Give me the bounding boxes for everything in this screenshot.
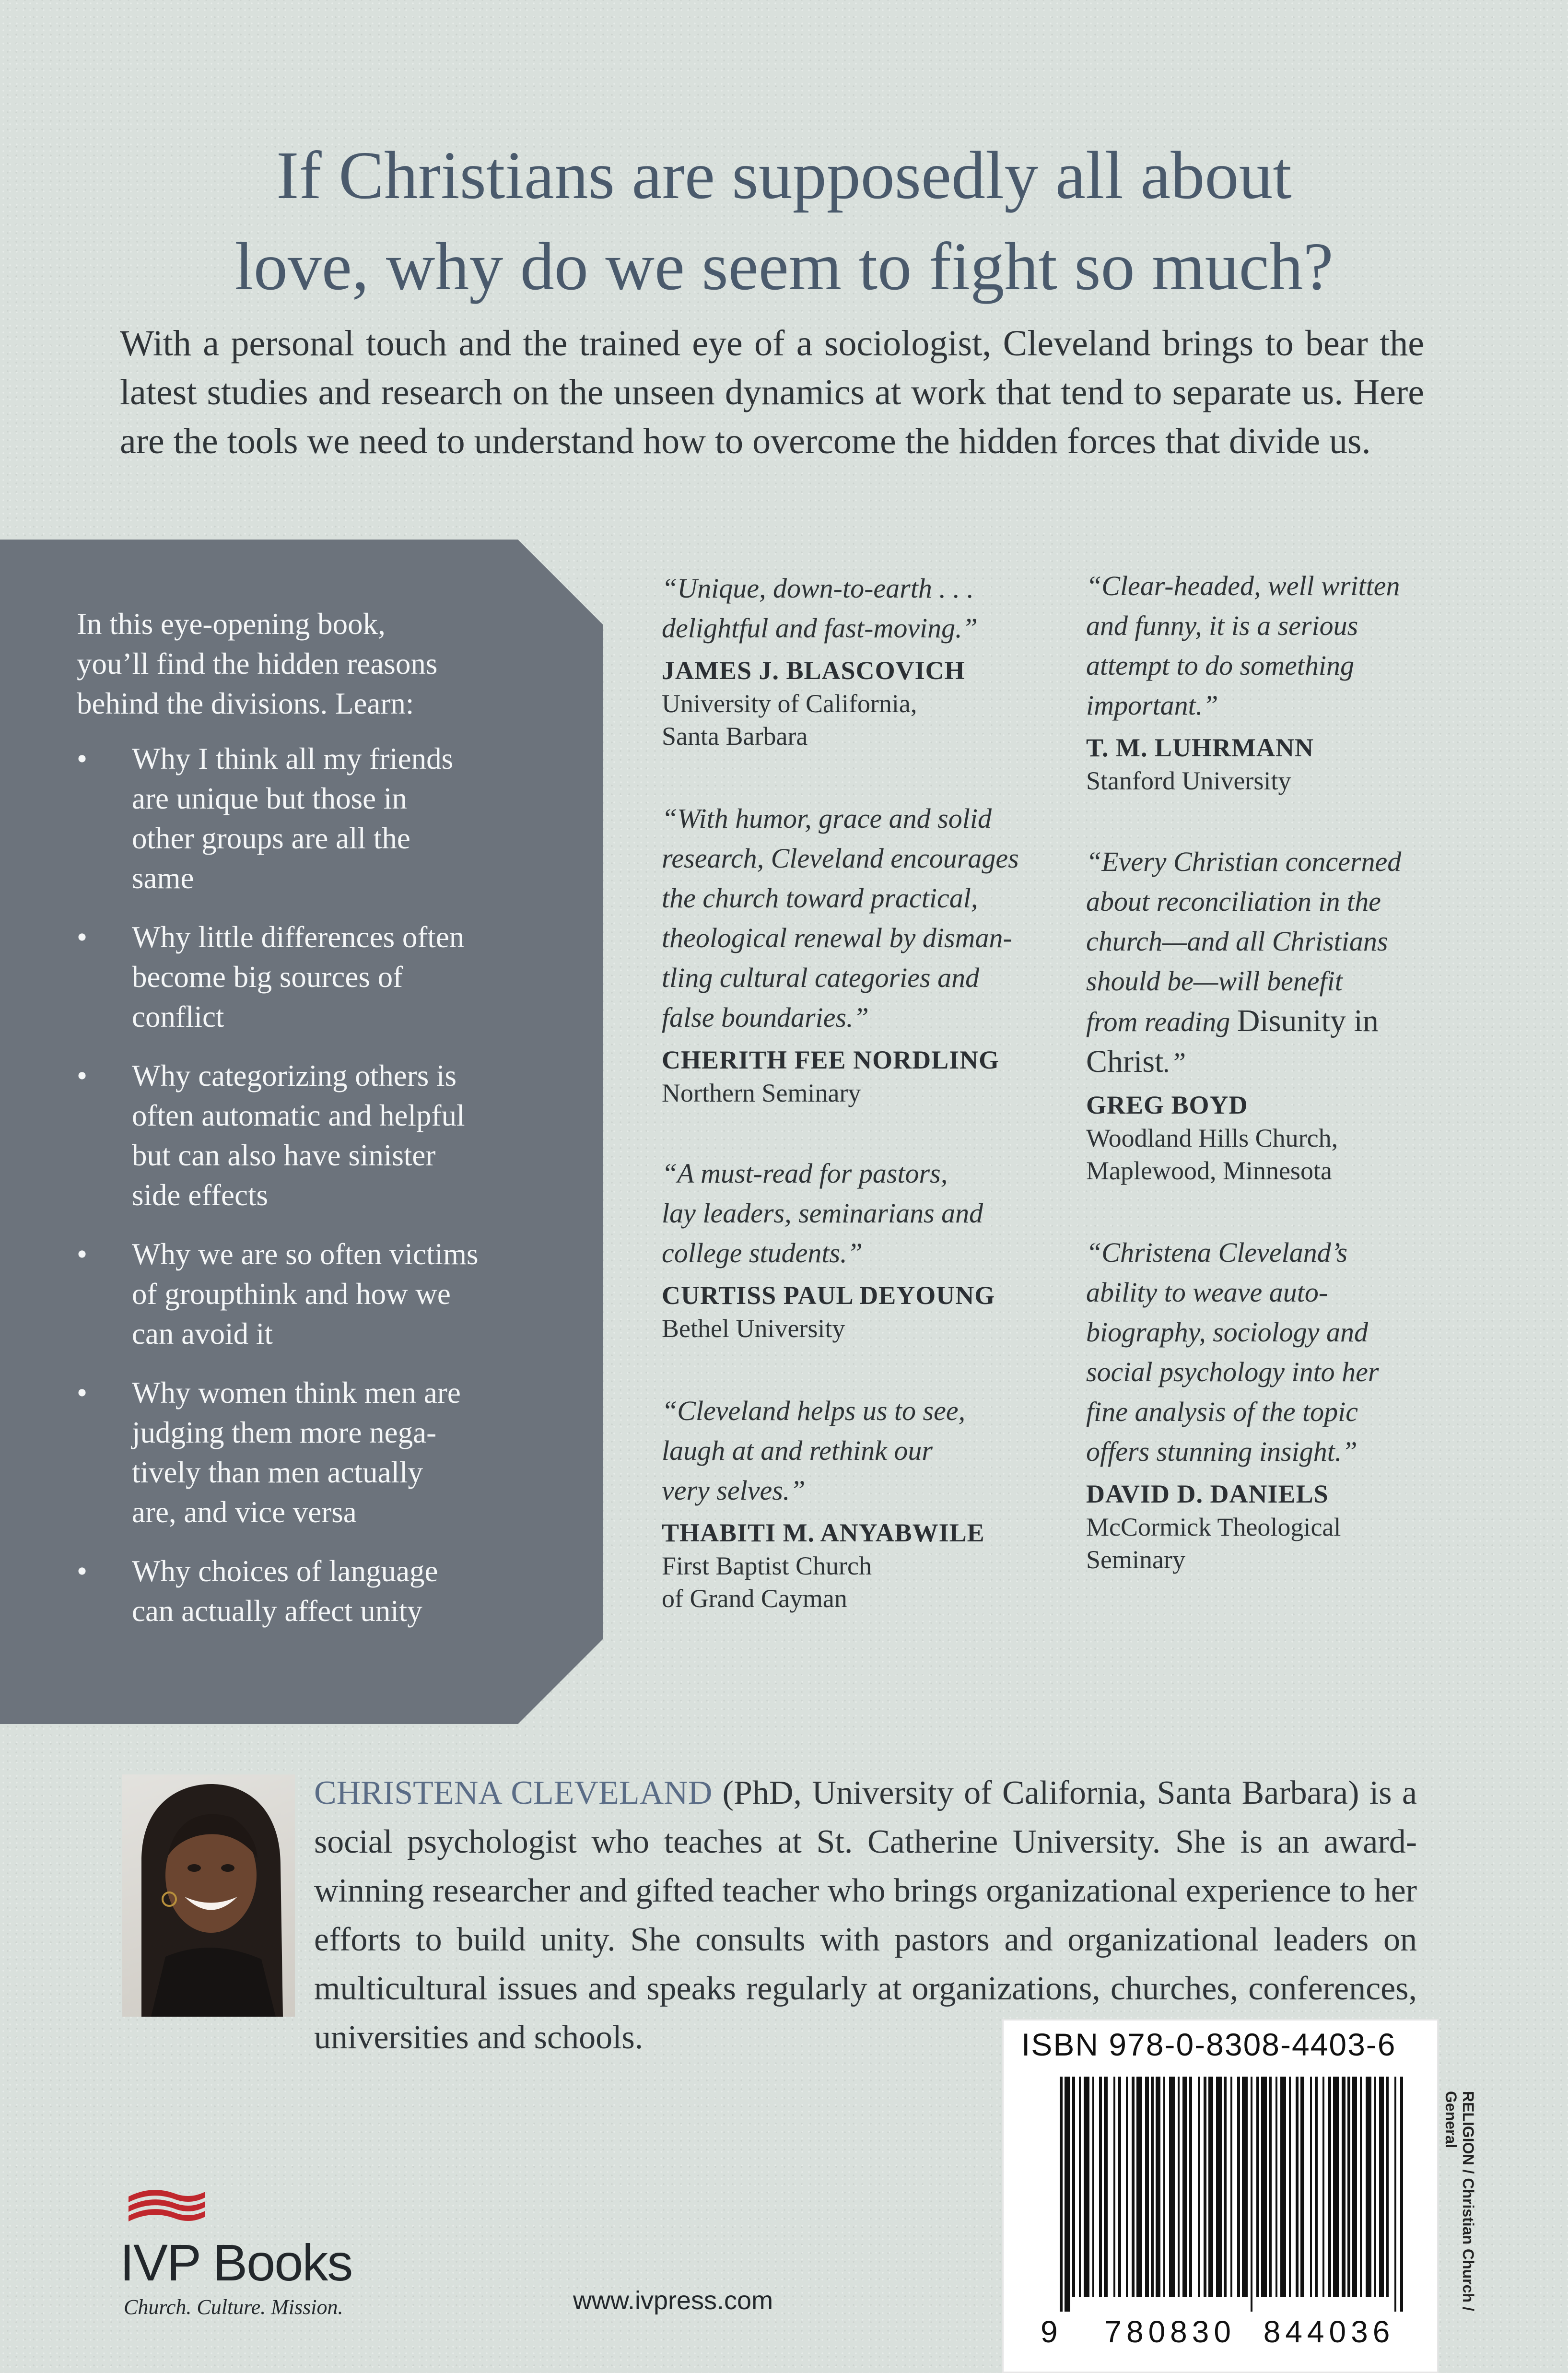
feature-line: side effects xyxy=(132,1178,268,1212)
endorser-name: JAMES J. BLASCOVICH xyxy=(662,656,965,685)
quote-line: “With humor, grace and solid xyxy=(662,803,992,834)
quote-line: very selves.” xyxy=(662,1475,806,1506)
barcode-bars xyxy=(1060,2077,1405,2312)
endorser-name: T. M. LUHRMANN xyxy=(1086,733,1314,762)
quote-line: “A must-read for pastors, xyxy=(662,1158,948,1189)
headline-line-2: love, why do we seem to fight so much? xyxy=(234,228,1334,304)
endorser-name: THABITI M. ANYABWILE xyxy=(662,1518,985,1547)
barcode-bar xyxy=(1216,2077,1222,2297)
barcode-bar xyxy=(1118,2077,1121,2297)
panel-intro xyxy=(77,604,556,724)
endorsement-deyoung xyxy=(662,1153,1055,1345)
barcode-bar xyxy=(1126,2077,1128,2297)
barcode-bar xyxy=(1208,2077,1213,2297)
quote-line: church—and all Christians xyxy=(1086,926,1388,957)
endorser-affiliation: First Baptist Church xyxy=(662,1551,872,1580)
endorser-affiliation: Northern Seminary xyxy=(662,1079,861,1107)
quote-line xyxy=(1086,1001,1479,1042)
barcode-bar xyxy=(1113,2077,1115,2297)
quote-line: social psychology into her xyxy=(1086,1356,1379,1387)
feature-line: can avoid it xyxy=(132,1317,273,1351)
endorser-affiliation: Stanford University xyxy=(1086,766,1291,795)
feature-list xyxy=(77,739,556,1631)
bisac-category: RELIGION / Christian Church / General xyxy=(1442,2091,1477,2311)
quote-line: college students.” xyxy=(662,1237,863,1269)
barcode-bar xyxy=(1261,2077,1267,2297)
feature-item xyxy=(77,917,556,1037)
barcode-bar xyxy=(1189,2077,1192,2297)
quote-line: research, Cleveland encourages xyxy=(662,843,1019,874)
author-bio-text: (PhD, University of California, Santa Barbara) is a social psychologist who teaches at St. Catherine University. She is an award-winning researcher and gifted teacher who brings organizational experience to her efforts to build unity. She consults with pastors and organizational leaders on multicultural issues and speaks regularly at organizations, churches, conferences, universities and schools. xyxy=(314,1774,1417,2056)
quote-line: the church toward practical, xyxy=(662,882,978,914)
quote-line: should be—will benefit xyxy=(1086,965,1343,997)
endorsement-boyd xyxy=(1086,842,1479,1187)
barcode-bar xyxy=(1079,2077,1081,2297)
endorser-name: CHERITH FEE NORDLING xyxy=(662,1046,1000,1074)
publisher-tagline: Church. Culture. Mission. xyxy=(124,2295,343,2319)
barcode-digits-left: 780830 xyxy=(1104,2314,1236,2349)
barcode-bar xyxy=(1256,2077,1259,2297)
quote-line: “Cleveland helps us to see, xyxy=(662,1395,966,1426)
barcode-bar xyxy=(1366,2077,1371,2297)
barcode-bar xyxy=(1230,2077,1232,2297)
barcode-bar xyxy=(1315,2077,1318,2297)
feature-line: • Why I think all my friends xyxy=(132,742,454,775)
barcode-bar xyxy=(1204,2077,1206,2297)
barcode-bar xyxy=(1099,2077,1102,2297)
endorsement-blascovich xyxy=(662,568,1055,752)
panel-intro-line: behind the divisions. Learn: xyxy=(77,687,414,720)
feature-line: often automatic and helpful xyxy=(132,1099,465,1132)
endorser-affiliation: of Grand Cayman xyxy=(662,1584,847,1613)
endorsement-nordling xyxy=(662,799,1055,1109)
barcode-bar xyxy=(1084,2077,1089,2297)
quote-line: “Clear-headed, well written xyxy=(1086,570,1400,601)
quote-line: about reconciliation in the xyxy=(1086,886,1381,917)
feature-item xyxy=(77,739,556,898)
endorser-affiliation: Woodland Hills Church, xyxy=(1086,1124,1338,1152)
barcode-bar xyxy=(1296,2077,1299,2297)
barcode-bar xyxy=(1310,2077,1312,2297)
quote-line: “Every Christian concerned xyxy=(1086,846,1402,877)
barcode-bar xyxy=(1132,2077,1135,2297)
quote-line: biography, sociology and xyxy=(1086,1316,1369,1348)
barcode-bar xyxy=(1065,2077,1070,2312)
quote-line: laugh at and rethink our xyxy=(662,1435,933,1466)
barcode-bar xyxy=(1374,2077,1376,2297)
endorsement-daniels xyxy=(1086,1233,1479,1576)
quote-line: ability to weave auto- xyxy=(1086,1277,1328,1308)
barcode-bar xyxy=(1104,2077,1108,2297)
barcode-bar xyxy=(1169,2077,1175,2297)
barcode-bar xyxy=(1360,2077,1362,2297)
barcode-bar xyxy=(1151,2077,1154,2297)
quote-line: delightful and fast-moving.” xyxy=(662,612,978,644)
barcode-bar xyxy=(1352,2077,1357,2297)
feature-line: • Why we are so often victims xyxy=(132,1237,479,1271)
publisher-website: www.ivpress.com xyxy=(573,2286,773,2315)
barcode-bar xyxy=(1300,2077,1304,2297)
book-title: Disunity in xyxy=(1237,1003,1379,1038)
feature-line: • Why little differences often xyxy=(132,920,465,954)
barcode-bar xyxy=(1182,2077,1187,2297)
endorsement-luhrmann xyxy=(1086,566,1479,797)
feature-line: judging them more nega- xyxy=(132,1416,437,1449)
barcode-bar xyxy=(1394,2077,1396,2312)
barcode-bar xyxy=(1275,2077,1277,2297)
barcode-bar xyxy=(1333,2077,1339,2297)
quote-line: important.” xyxy=(1086,690,1218,721)
feature-item xyxy=(77,1056,556,1215)
barcode-bar xyxy=(1280,2077,1286,2297)
barcode-bar xyxy=(1072,2077,1075,2297)
feature-item xyxy=(77,1373,556,1532)
barcode-bar xyxy=(1289,2077,1291,2297)
endorser-affiliation: Maplewood, Minnesota xyxy=(1086,1156,1332,1185)
author-bio xyxy=(314,1769,1417,2062)
quote-line: lay leaders, seminarians and xyxy=(662,1198,983,1229)
endorser-name: CURTISS PAUL DEYOUNG xyxy=(662,1281,995,1310)
feature-item xyxy=(77,1234,556,1354)
endorsement-anyabwile xyxy=(662,1391,1055,1615)
quote-line: “Christena Cleveland’s xyxy=(1086,1237,1348,1268)
quote-line: offers stunning insight.” xyxy=(1086,1436,1357,1467)
intro-paragraph: With a personal touch and the trained eye of a sociologist, Cleveland brings to bear the latest studies and research on the unseen dynamics at work that tend to separate us. Here are the tools we need to understand how to overcome the hidden forces that divide us. xyxy=(120,323,1424,461)
quote-line: attempt to do something xyxy=(1086,650,1355,681)
barcode-bar xyxy=(1237,2077,1240,2297)
endorser-affiliation: McCormick Theological xyxy=(1086,1513,1341,1541)
barcode-bar xyxy=(1178,2077,1180,2297)
feature-line: conflict xyxy=(132,1000,224,1034)
endorser-affiliation: Santa Barbara xyxy=(662,722,808,751)
headline-line-1: If Christians are supposedly all about xyxy=(276,137,1292,213)
barcode-bar xyxy=(1251,2077,1252,2312)
barcode-bar xyxy=(1198,2077,1200,2297)
feature-line: can actually affect unity xyxy=(132,1594,422,1628)
barcode-digits xyxy=(1041,2314,1394,2350)
barcode-bar xyxy=(1092,2077,1094,2297)
quote-fragment: from reading xyxy=(1086,1006,1237,1037)
endorser-affiliation: Seminary xyxy=(1086,1545,1185,1574)
quote-line: “Unique, down-to-earth . . . xyxy=(662,573,974,604)
feature-line: but can also have sinister xyxy=(132,1139,436,1172)
endorser-affiliation: Bethel University xyxy=(662,1314,845,1343)
feature-line: other groups are all the xyxy=(132,822,410,855)
feature-line: of groupthink and how we xyxy=(132,1277,451,1311)
endorser-affiliation: University of California, xyxy=(662,689,917,718)
barcode-bar xyxy=(1328,2077,1331,2297)
barcode-bar xyxy=(1386,2077,1389,2297)
feature-line: • Why categorizing others is xyxy=(132,1059,457,1093)
feature-line: same xyxy=(132,861,194,895)
barcode-bar xyxy=(1400,2077,1403,2312)
ivp-logo-icon xyxy=(124,2182,210,2225)
quote-line: and funny, it is a serious xyxy=(1086,610,1358,641)
feature-line: • Why women think men are xyxy=(132,1376,461,1410)
barcode-bar xyxy=(1163,2077,1165,2297)
author-name: CHRISTENA CLEVELAND xyxy=(314,1774,713,1811)
barcode-bar xyxy=(1224,2077,1227,2297)
barcode-digits-right: 844036 xyxy=(1263,2314,1395,2349)
quote-line: false boundaries.” xyxy=(662,1002,869,1033)
feature-item xyxy=(77,1551,556,1631)
barcode-bar xyxy=(1379,2077,1384,2297)
barcode-bar xyxy=(1347,2077,1350,2297)
headline xyxy=(77,129,1491,312)
panel-intro-line: you’ll find the hidden reasons xyxy=(77,647,438,681)
barcode-bar xyxy=(1242,2077,1248,2297)
barcode-bar xyxy=(1136,2077,1142,2297)
book-title: Christ xyxy=(1086,1044,1164,1079)
barcode-bar xyxy=(1342,2077,1346,2297)
barcode-bar xyxy=(1060,2077,1063,2312)
author-photo xyxy=(122,1774,295,2017)
quote-line: tling cultural categories and xyxy=(662,962,980,993)
quote-line: theological renewal by disman- xyxy=(662,922,1012,953)
barcode-bar xyxy=(1145,2077,1149,2297)
feature-line: • Why choices of language xyxy=(132,1554,438,1588)
publisher-name: IVP Books xyxy=(120,2233,352,2291)
feature-line: become big sources of xyxy=(132,960,403,994)
quote-line: fine analysis of the topic xyxy=(1086,1396,1358,1427)
quote-fragment: .” xyxy=(1163,1047,1186,1078)
endorser-name: DAVID D. DANIELS xyxy=(1086,1480,1329,1508)
barcode-bar xyxy=(1322,2077,1324,2297)
barcode-bar xyxy=(1269,2077,1272,2297)
feature-line: are unique but those in xyxy=(132,782,407,815)
feature-line: tively than men actually xyxy=(132,1456,423,1489)
barcode-bar xyxy=(1156,2077,1160,2297)
isbn-label: ISBN 978-0-8308-4403-6 xyxy=(1021,2027,1396,2062)
features-panel-text xyxy=(77,604,556,1650)
quote-line xyxy=(1086,1042,1479,1082)
endorser-name: GREG BOYD xyxy=(1086,1091,1248,1119)
barcode-digit-first: 9 xyxy=(1041,2314,1063,2349)
panel-intro-line: In this eye-opening book, xyxy=(77,607,386,641)
feature-line: are, and vice versa xyxy=(132,1495,357,1529)
